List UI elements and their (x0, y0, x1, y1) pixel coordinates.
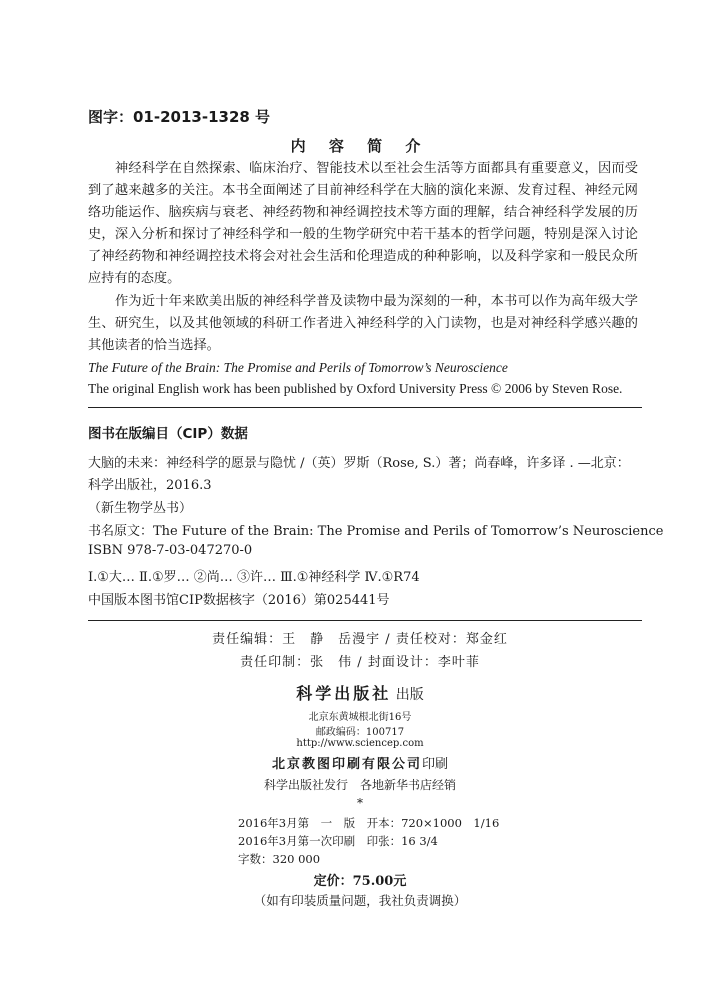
summary-paragraph-1: 神经科学在自然探索、临床治疗、智能技术以至社会生活等方面都具有重要意义，因而受到了越来越多的关注。本书全面阐述了目前神经科学在大脑的演化来源、发育过程、神经元网络功能运作、脑疾病与衰老、神经药物和神经调控技术等方面的理解，结合神经科学发展的历史，深入分析和探讨了神经科学和一般的生物学研究中若干基本的哲学问题，特别是深入讨论了神经药物和神经调控技术将会对社会生活和伦理造成的种种影响，以及科学家和一般民众所应持有的态度。 (88, 161, 638, 286)
publisher-line (0, 681, 720, 704)
divider-bottom (88, 620, 642, 621)
printing-spec: 2016年3月第一次印刷 印张：16 3/4 (238, 834, 438, 848)
cip-line: （新生物学丛书） (88, 501, 193, 516)
publisher-address: 北京东黄城根北街16号 (308, 712, 412, 723)
cip-heading: 图书在版编目（CIP）数据 (88, 426, 248, 442)
editor-credits: 责任编辑：王 静 岳漫宇 / 责任校对：郑金红 (212, 632, 508, 647)
publisher-suffix: 出版 (395, 687, 424, 703)
summary-paragraph-2: 作为近十年来欧美出版的神经科学普及读物中最为深刻的一种，本书可以作为高年级大学生、研究生，以及其他领域的科研工作者进入神经科学的入门读物，也是对神经科学感兴趣的其他读者的恰当选择。 (88, 294, 638, 353)
publisher-postcode: 邮政编码：100717 (315, 727, 405, 738)
word-count-spec: 字数：320 000 (238, 852, 321, 866)
publisher-logo-text: 科学出版社 (296, 684, 392, 703)
cip-record-number: 中国版本图书馆CIP数据核字（2016）第025441号 (88, 593, 390, 608)
copyright-permit-number: 图字：01-2013-1328 号 (88, 108, 271, 126)
cip-line: 书名原文：The Future of the Brain: The Promise and Perils of Tomorrow’s Neuroscience (88, 524, 664, 539)
publisher-url: http://www.sciencep.com (296, 738, 424, 749)
edition-spec: 2016年3月第 一 版 开本：720×1000 1/16 (238, 816, 500, 830)
cip-line: 大脑的未来：神经科学的愿景与隐忧 /（英）罗斯（Rose, S.）著；尚春峰，许多译 . —北京： (88, 456, 630, 471)
distribution-line: 科学出版社发行 各地新华书店经销 (263, 778, 456, 792)
summary-title: 内 容 简 介 (290, 137, 430, 155)
separator-asterisk: * (357, 796, 363, 810)
printer-suffix: 印刷 (422, 757, 449, 772)
printer-logo-text: 北京教图印刷有限公司 (271, 757, 422, 772)
original-publisher-note: The original English work has been published by Oxford University Press © 2006 by Steven Rose. (88, 381, 623, 396)
quality-note: （如有印装质量问题，我社负责调换） (253, 893, 467, 908)
production-credits: 责任印制：张 伟 / 封面设计：李叶菲 (240, 655, 480, 670)
cip-line: 科学出版社，2016.3 (88, 478, 212, 493)
cip-classification: Ⅰ.①大… Ⅱ.①罗… ②尚… ③许… Ⅲ.①神经科学 Ⅳ.①R74 (88, 570, 420, 585)
divider-top (88, 407, 642, 408)
price: 定价：75.00元 (313, 874, 407, 889)
original-english-title: The Future of the Brain: The Promise and Perils of Tomorrow’s Neuroscience (88, 360, 508, 375)
cip-isbn: ISBN 978-7-03-047270-0 (88, 543, 253, 558)
printer-line (0, 753, 720, 772)
